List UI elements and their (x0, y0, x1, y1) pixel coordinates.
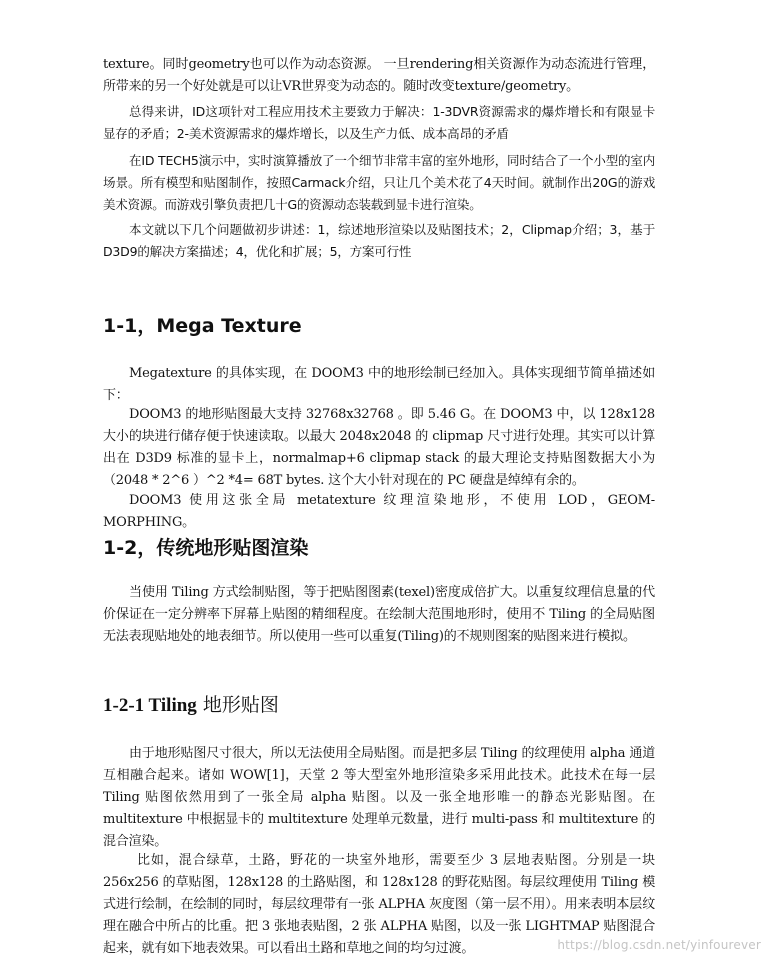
section-heading-tiling-bold: 1-2-1 Tiling (103, 695, 197, 716)
section-heading-mega-texture: 1-1，Mega Texture (103, 315, 302, 337)
sec1-paragraph-3: DOOM3 使用这张全局 metatexture 纹理渲染地形，不使用 LOD，GEOM-MORPHING。 (103, 493, 655, 530)
section-heading-traditional-terrain: 1-2，传统地形贴图渲染 (103, 537, 309, 559)
watermark: https://blog.csdn.net/yinfourever (557, 938, 761, 952)
intro-paragraph-3: 在ID TECH5演示中，实时演算播放了一个细节非常丰富的室外地形，同时结合了一个小型的室内场景。所有模型和贴图制作，按照Carmack介绍，只让几个美术花了4天时间。就制作出20G的游戏美术资源。而游戏引擎负责把几十G的资源动态装载到显卡进行渲染。 (103, 153, 655, 212)
intro-paragraph-2: 总得来讲，ID这项针对工程应用技术主要致力于解决：1-3DVR资源需求的爆炸增长和有限显卡显存的矛盾；2-美术资源需求的爆炸增长，以及生产力低、成本高昂的矛盾 (103, 104, 655, 141)
intro-paragraph-1: texture。同时geometry也可以作为动态资源。 一旦rendering相关资源作为动态流进行管理，所带来的另一个好处就是可以让VR世界变为动态的。随时改变texture/geometry。 (103, 57, 655, 94)
sec2-paragraph-1: 当使用 Tiling 方式绘制贴图，等于把贴图图素(texel)密度成倍扩大。以重复纹理信息量的代价保证在一定分辨率下屏幕上贴图的精细程度。在绘制大范围地形时，使用不 Tiling 的全局贴图无法表现贴地处的地表细节。所以使用一些可以重复(Tiling)的不规则图案的贴图来进行模拟。 (103, 585, 655, 644)
sec1-paragraph-1: Megatexture 的具体实现，在 DOOM3 中的地形绘制已经加入。具体实现细节简单描述如下： (103, 366, 655, 403)
sec3-paragraph-2: 比如，混合绿草，土路，野花的一块室外地形，需要至少 3 层地表贴图。分别是一块 256x256 的草贴图，128x128 的土路贴图，和 128x128 的野花贴图。每层纹理使用 Tiling 模式进行绘制，在绘制的同时，每层纹理带有一张 ALPHA 灰度图（第一层不用）。用来表明本层纹理在融合中所占的比重。把 3 张地表贴图，2 张 ALPHA 贴图，以及一张 LIGHTMAP 贴图混合起来，就有如下地表效果。可以看出土路和草地之间的均匀过渡。 (103, 853, 655, 956)
section-heading-tiling (103, 692, 655, 719)
sec1-paragraph-2: DOOM3 的地形贴图最大支持 32768x32768 。即 5.46 G。在 DOOM3 中，以 128x128 大小的块进行储存便于快速读取。以最大 2048x2048 的 clipmap 尺寸进行处理。其实可以计算出在 D3D9 标准的显卡上，normalmap+6 clipmap stack 的最大理论支持贴图数据大小为（2048 * 2^6 ）^2 *4= 68T bytes. 这个大小针对现在的 PC 硬盘是绰绰有余的。 (103, 407, 655, 488)
sec3-paragraph-1: 由于地形贴图尺寸很大，所以无法使用全局贴图。而是把多层 Tiling 的纹理使用 alpha 通道互相融合起来。诸如 WOW[1]，天堂 2 等大型室外地形渲染多采用此技术。此技术在每一层 Tiling 贴图依然用到了一张全局 alpha 贴图。以及一张全地形唯一的静态光影贴图。在 multitexture 中根据显卡的 multitexture 处理单元数量，进行 multi-pass 和 multitexture 的混合渲染。 (103, 746, 655, 849)
section-heading-tiling-rest: 地形贴图 (196, 694, 279, 716)
intro-paragraph-4: 本文就以下几个问题做初步讲述：1，综述地形渲染以及贴图技术；2，Clipmap介绍；3，基于D3D9的解决方案描述；4，优化和扩展；5，方案可行性 (103, 222, 655, 259)
